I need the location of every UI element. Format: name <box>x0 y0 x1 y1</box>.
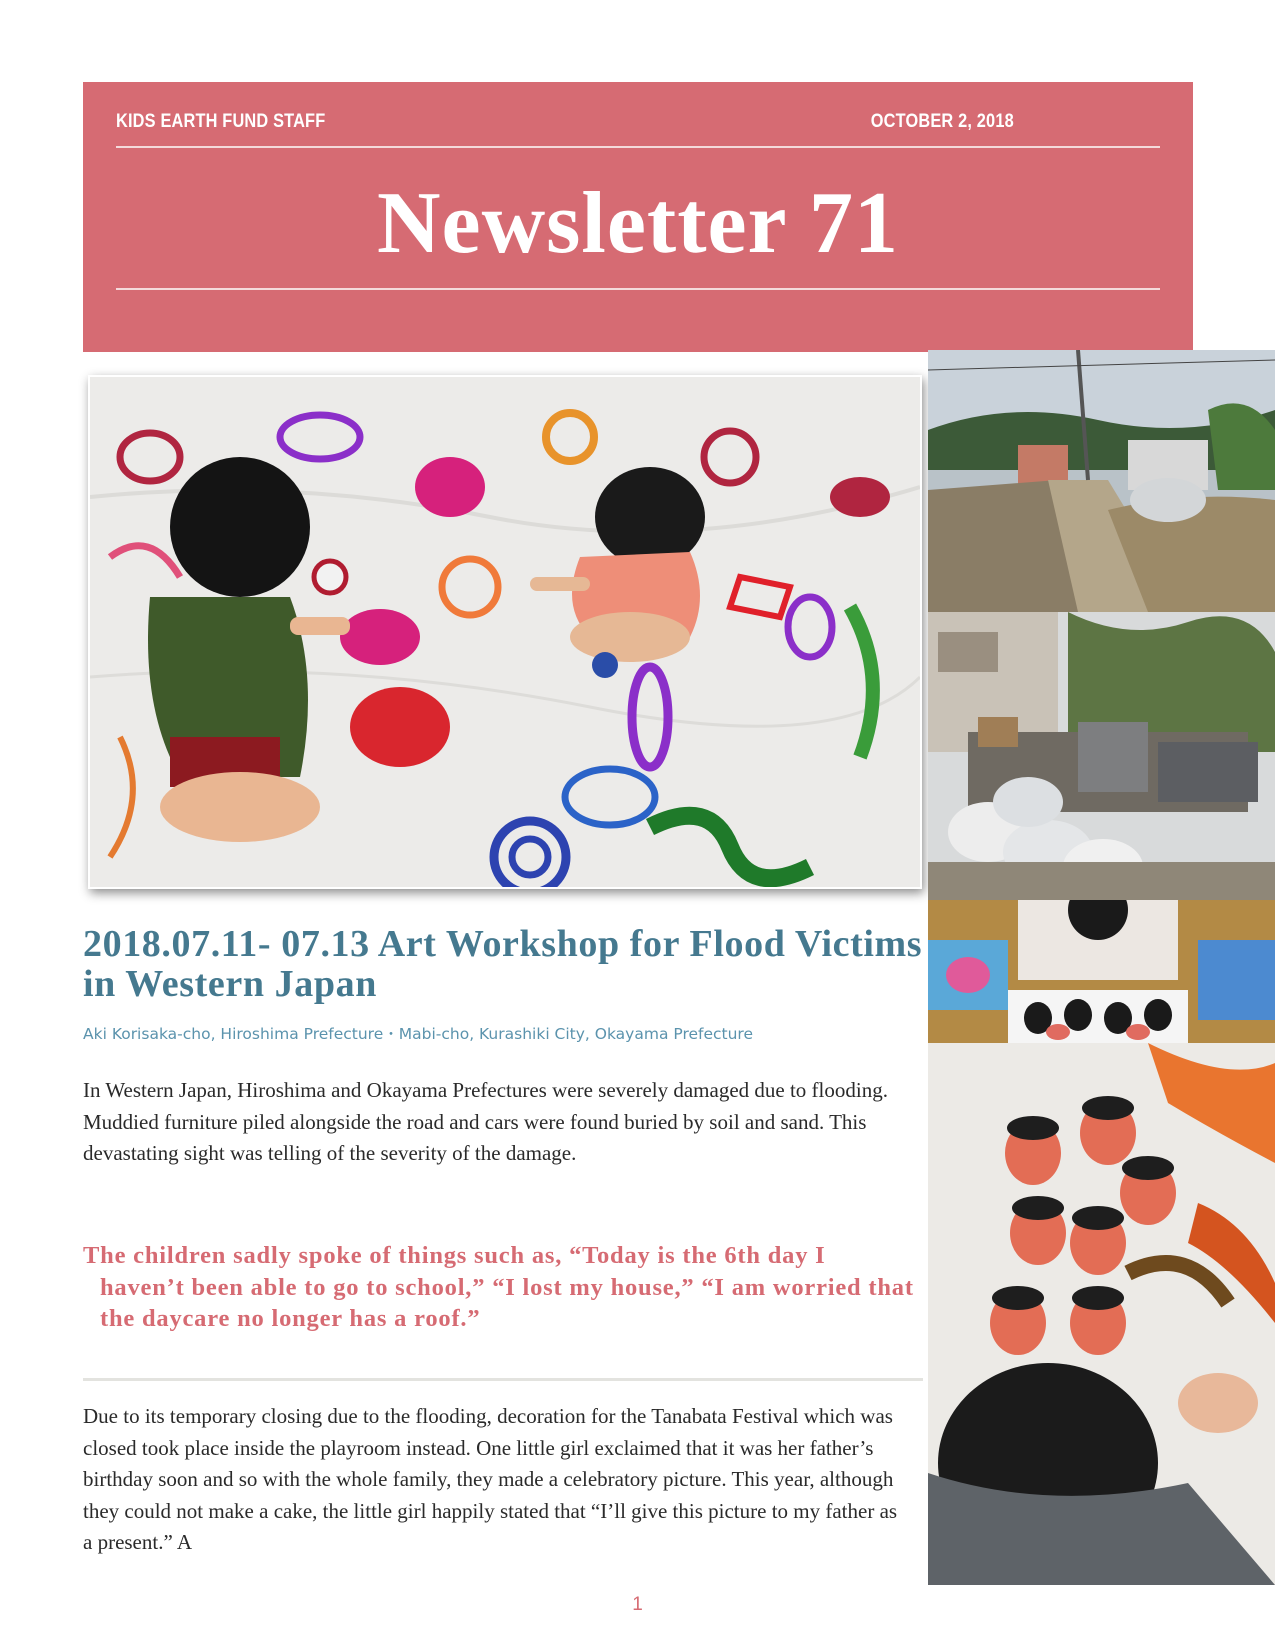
child-drawing-image <box>928 900 1275 1043</box>
article-locations: Aki Korisaka-cho, Hiroshima Prefecture・Mabi-cho, Kurashiki City, Okayama Prefecture <box>83 1025 754 1043</box>
article-paragraph-2: Due to its temporary closing due to the flooding, decoration for the Tanabata Festival which was closed took place inside the playroom instead. One little girl exclaimed that it was her father’s birthday soon and so with the whole family, they made a celebratory picture. This year, although they could not make a cake, the little girl happily stated that “I’ll give this picture to my father as a present.” A <box>83 1404 898 1554</box>
article-headline: 2018.07.11- 07.13 Art Workshop for Flood Victims in Western Japan <box>83 923 923 1005</box>
flooded-road-image <box>928 350 1275 612</box>
flood-debris-photo <box>928 612 1275 900</box>
newsletter-title: Newsletter 71 <box>376 175 900 272</box>
faces-painting-image <box>928 1043 1275 1585</box>
date-label: OCTOBER 2, 2018 <box>870 111 1014 132</box>
page-number: 1 <box>632 1594 643 1615</box>
article-paragraph-1: In Western Japan, Hiroshima and Okayama Prefectures were severely damaged due to flooding. Muddied furniture piled alongside the road and cars were found buried by soil and sand. This devastating sight was telling of the severity of the damage. <box>83 1078 888 1165</box>
flood-road-photo <box>928 350 1275 612</box>
header-banner <box>83 82 1193 352</box>
pull-quote-rule <box>83 1378 923 1381</box>
header-rule-bottom <box>116 288 1160 290</box>
header-meta <box>116 107 1014 137</box>
header-rule-top <box>116 146 1160 148</box>
main-photo <box>88 375 922 889</box>
child-with-drawing-photo <box>928 900 1275 1043</box>
pull-quote: The children sadly spoke of things such as, “Today is the 6th day I haven’t been able to go to school,” “I lost my house,” “I am worried that the daycare no longer has a roof.” <box>83 1242 914 1332</box>
child-painting-faces-photo <box>928 1043 1275 1585</box>
author-label: KIDS EARTH FUND STAFF <box>116 111 326 132</box>
debris-image <box>928 612 1275 900</box>
children-painting-photo <box>90 377 920 887</box>
